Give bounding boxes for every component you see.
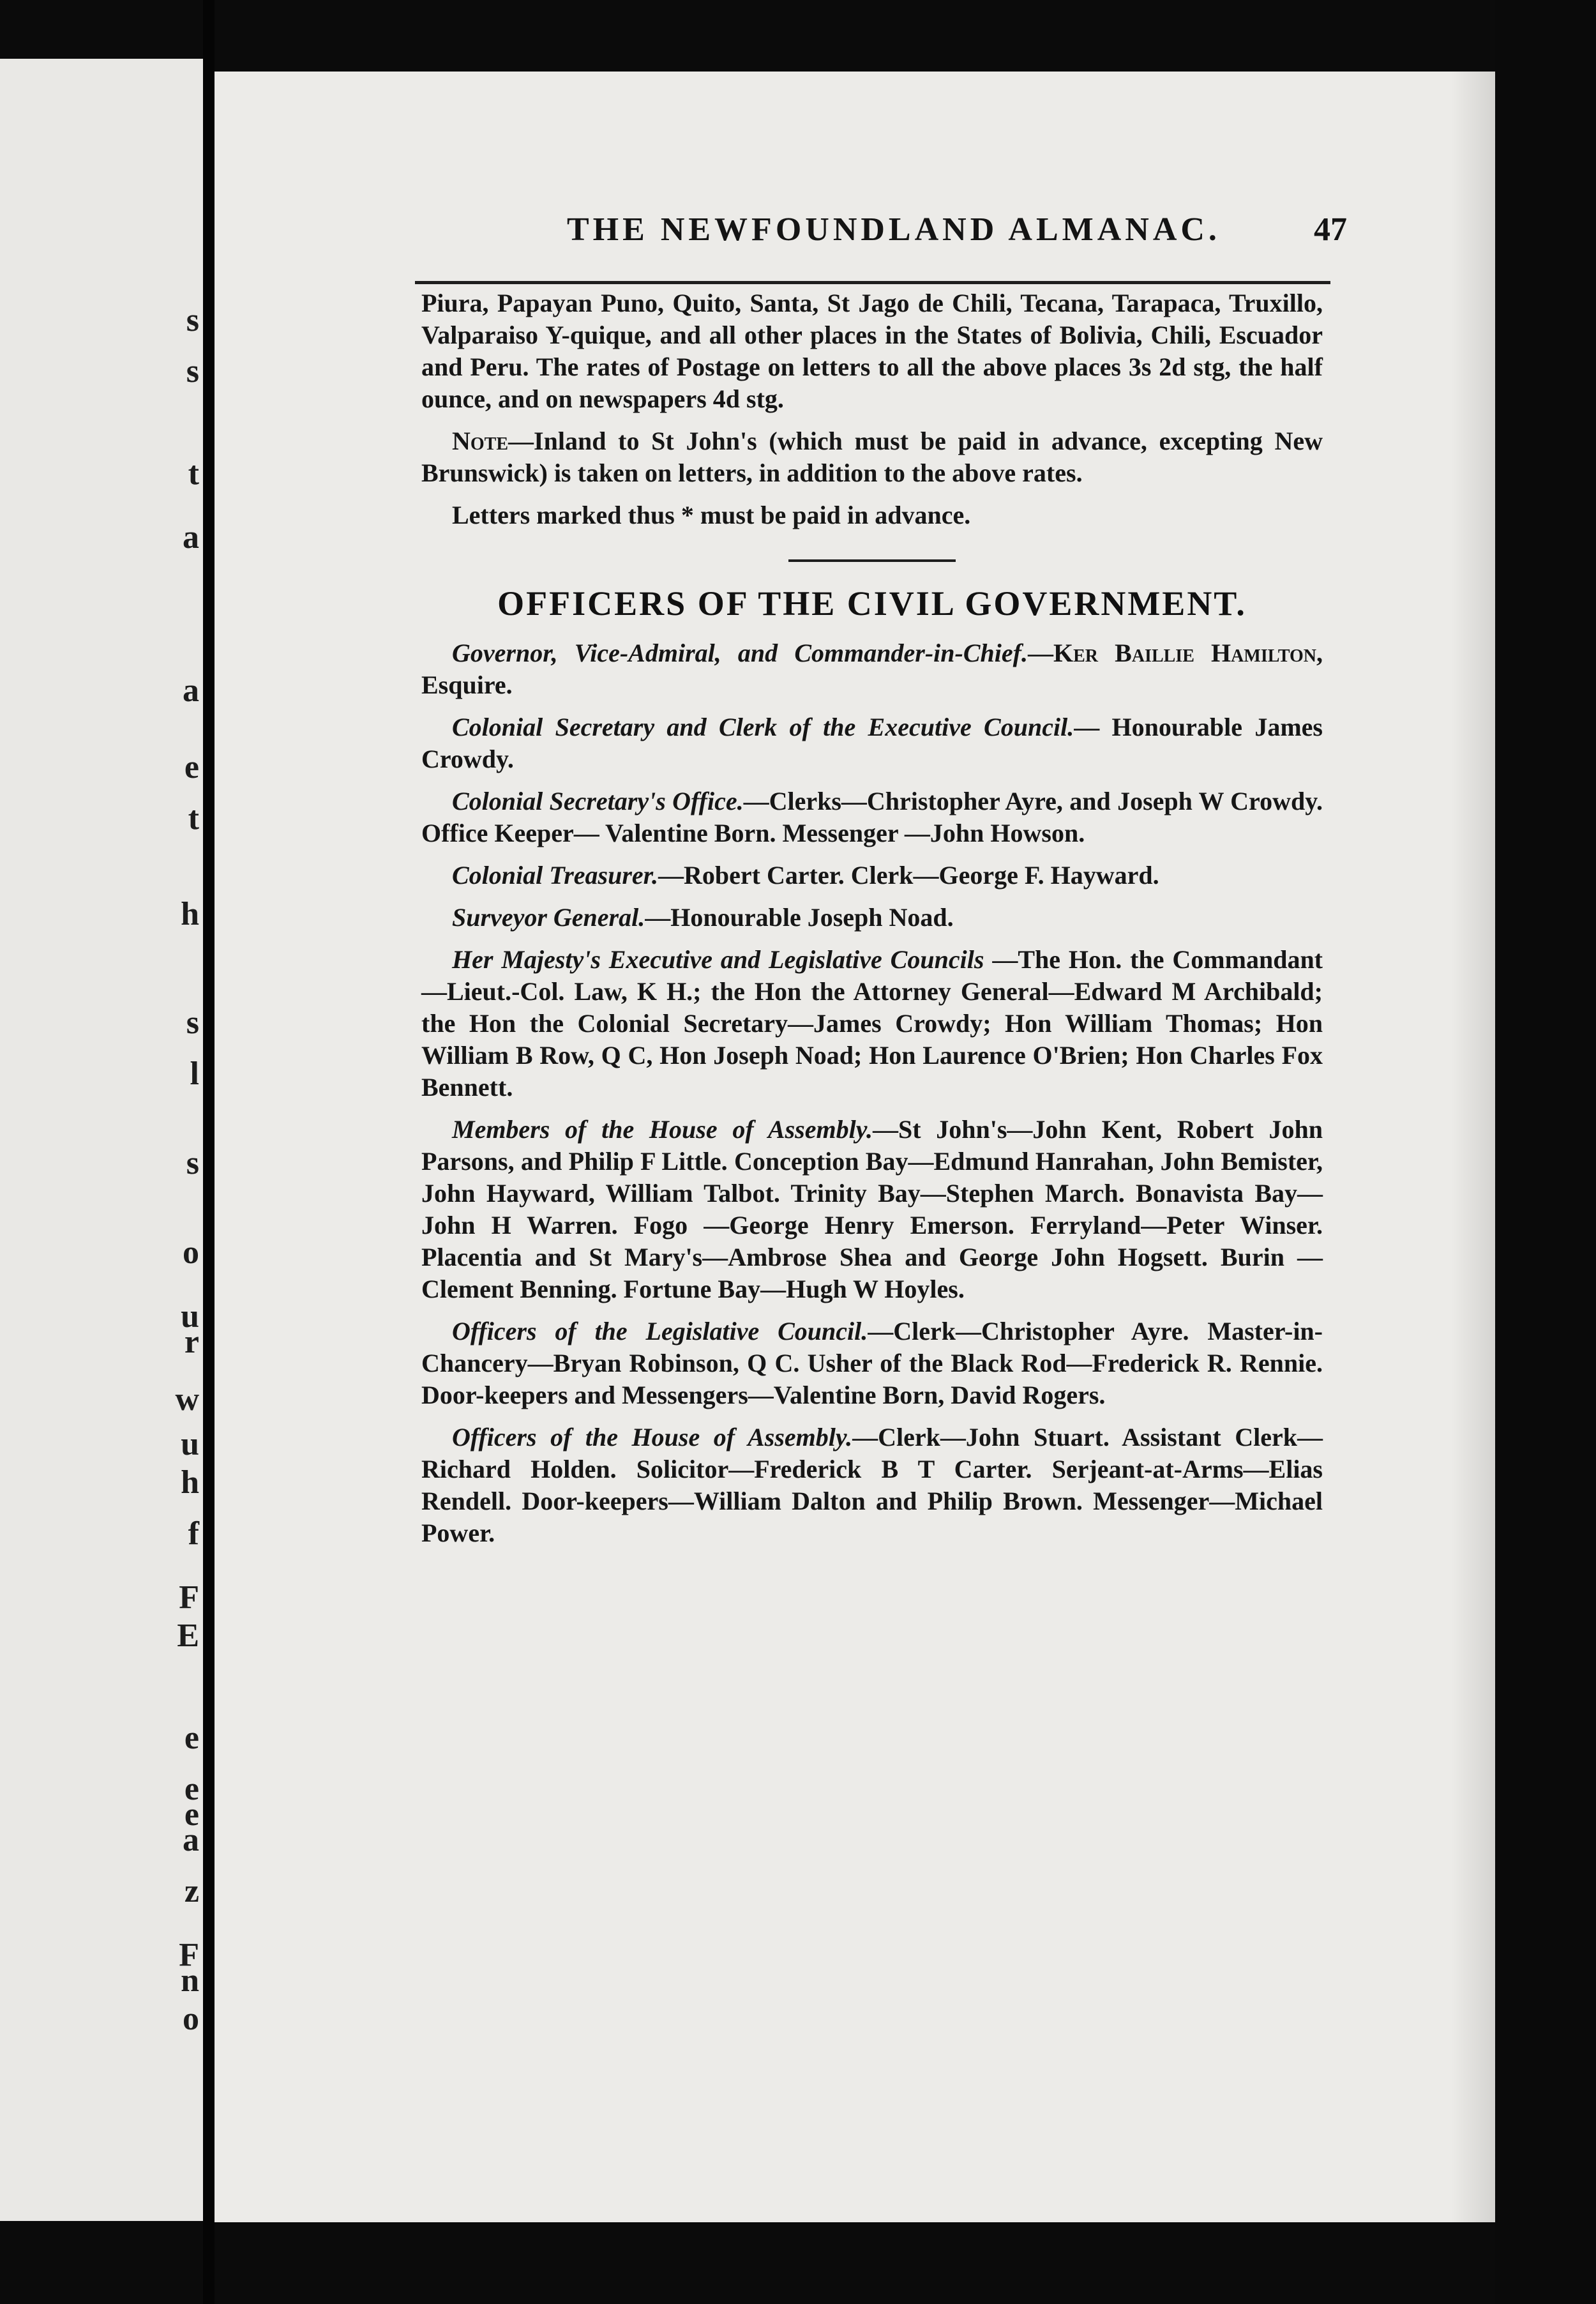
officer-entry: [421, 637, 1323, 701]
facing-page-fragment: h: [181, 1464, 199, 1501]
office-holders: Esquire.: [421, 671, 513, 699]
book-gutter: [203, 0, 215, 2304]
facing-page-edge: [0, 59, 203, 2221]
facing-page-fragment: F: [179, 1579, 199, 1616]
office-holders: —Honourable Joseph Noad.: [645, 903, 954, 932]
page-number: 47: [1314, 211, 1347, 248]
facing-page-fragment: s: [186, 1145, 199, 1181]
office-title: Members of the House of Assembly.: [452, 1115, 873, 1144]
facing-page-fragment: f: [188, 1515, 199, 1552]
facing-page-fragment: t: [188, 455, 199, 492]
office-holders: —The Hon. the Commandant—Lieut.-Col. Law, K H.; the Hon the Attorney General—Edward M Archibald; the Hon the Colonial Secretary—James Crowdy; Hon William Thomas; Hon William B Row, Q C, Hon Joseph Noad; Hon Laurence O'Brien; Hon Charles Fox Bennett.: [421, 945, 1323, 1102]
officer-entries: [421, 637, 1323, 1549]
office-holders: —Robert Carter. Clerk—George F. Hayward.: [658, 861, 1159, 890]
office-title: Governor, Vice-Admiral, and Commander-in-Chief.: [452, 639, 1028, 667]
facing-page-fragment: e: [184, 749, 199, 785]
officer-entry: [421, 711, 1323, 775]
facing-page-fragment: u: [181, 1298, 199, 1335]
header-rule: [415, 281, 1330, 284]
running-title: THE NEWFOUNDLAND ALMANAC.: [567, 211, 1221, 248]
note-label: Note: [452, 427, 509, 455]
facing-page-fragment: E: [177, 1618, 199, 1654]
officer-entry: [421, 1315, 1323, 1411]
facing-page-fragment: e: [184, 1796, 199, 1833]
office-holders: —St John's—John Kent, Robert John Parsons, and Philip F Little. Conception Bay—Edmund Hanrahan, John Bemister, John Hayward, William Talbot. Trinity Bay—Stephen March. Bonavista Bay—John H Warren. Fogo —George Henry Emerson. Ferryland—Peter Winser. Placentia and St Mary's—Ambrose Shea and George John Hogsett. Burin —Clement Benning. Fortune Bay—Hugh W Hoyles.: [421, 1115, 1323, 1303]
facing-page-fragment: w: [175, 1381, 199, 1418]
running-head: [215, 211, 1495, 262]
facing-page-fragment: o: [183, 1234, 199, 1271]
facing-page-fragment: h: [181, 896, 199, 932]
scan-border: [1495, 0, 1596, 2304]
section-rule: [788, 559, 956, 562]
office-holders: —Clerk—John Stuart. Assistant Clerk—Richard Holden. Solicitor—Frederick B T Carter. Serjeant-at-Arms—Elias Rendell. Door-keepers—William Dalton and Philip Brown. Messenger—Michael Power.: [421, 1423, 1323, 1547]
office-holders: —Clerk—Christopher Ayre. Master-in-Chancery—Bryan Robinson, Q C. Usher of the Black Rod—Frederick R. Rennie. Door-keepers and Messengers—Valentine Born, David Rogers.: [421, 1317, 1323, 1409]
officer-entry: [421, 902, 1323, 934]
facing-page-fragment: r: [184, 1324, 199, 1360]
page-curl-shadow: [1450, 72, 1495, 2222]
note-paragraph: [421, 425, 1323, 489]
facing-page-fragment: l: [190, 1056, 199, 1092]
office-holder-name: —Ker Baillie Hamilton,: [1027, 639, 1323, 667]
facing-page-fragment: e: [184, 1771, 199, 1807]
note-text: —Inland to St John's (which must be paid in advance, excepting New Brunswick) is taken on letters, in addition to the above rates.: [421, 427, 1323, 487]
officer-entry: [421, 1421, 1323, 1549]
officer-entry: [421, 785, 1323, 849]
officer-entry: [421, 944, 1323, 1103]
facing-page-fragment: F: [179, 1937, 199, 1973]
office-title: Colonial Secretary and Clerk of the Executive Council.: [452, 713, 1074, 741]
office-holders: —Clerks—Christopher Ayre, and Joseph W Crowdy. Office Keeper— Valentine Born. Messenger —John Howson.: [421, 787, 1323, 847]
facing-page-fragment: o: [183, 2001, 199, 2037]
advance-paragraph: Letters marked thus * must be paid in advance.: [452, 501, 971, 529]
body-text: [421, 287, 1323, 1559]
facing-page-fragment: t: [188, 800, 199, 837]
office-title: Officers of the House of Assembly.: [452, 1423, 853, 1451]
officer-entry: [421, 1114, 1323, 1305]
facing-page-fragment: a: [183, 1822, 199, 1858]
facing-page-fragment: e: [184, 1720, 199, 1756]
office-title: Officers of the Legislative Council.: [452, 1317, 868, 1345]
facing-page-fragment: a: [183, 672, 199, 709]
facing-page-fragment: n: [181, 1962, 199, 1999]
almanac-page: [215, 72, 1495, 2222]
office-title: Surveyor General.: [452, 903, 645, 932]
office-title: Colonial Secretary's Office.: [452, 787, 744, 815]
facing-page-fragment: s: [186, 302, 199, 338]
facing-page-fragment: s: [186, 353, 199, 390]
office-title: Colonial Treasurer.: [452, 861, 659, 890]
section-heading: OFFICERS OF THE CIVIL GOVERNMENT.: [497, 584, 1247, 623]
postage-paragraph: Piura, Papayan Puno, Quito, Santa, St Jago de Chili, Tecana, Tarapaca, Truxillo, Valparaiso Y-quique, and all other places in the States of Bolivia, Chili, Escuador and Peru. The rates of Postage on letters to all the above places 3s 2d stg, the half ounce, and on newspapers 4d stg.: [421, 289, 1323, 413]
facing-page-fragment: u: [181, 1426, 199, 1462]
facing-page-fragment: a: [183, 519, 199, 556]
facing-page-fragment: z: [184, 1873, 199, 1909]
officer-entry: [421, 860, 1323, 891]
office-title: Her Majesty's Executive and Legislative Councils: [452, 945, 984, 974]
office-holders: — Honourable James Crowdy.: [421, 713, 1323, 773]
facing-page-fragment: s: [186, 1004, 199, 1041]
